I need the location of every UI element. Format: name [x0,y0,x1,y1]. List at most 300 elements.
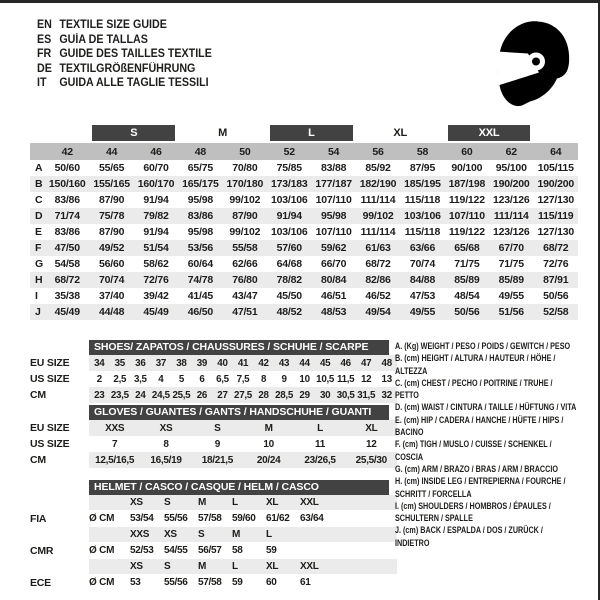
size-group-label: S [92,125,175,141]
measure-cell: 52/58 [533,304,578,320]
helmet-value: 54/55 [164,545,188,556]
helmet-size-label: L [232,561,238,572]
shoes-value: 46 [340,357,351,369]
helmet-size-label: S [198,529,205,540]
measure-cell: 50/56 [543,290,569,302]
measure-cell: 55/65 [98,162,125,174]
measure-cell: 70/80 [232,162,258,174]
measure-row-B [30,176,578,192]
helmet-size-header-row [30,495,398,510]
gloves-value: L [317,422,323,434]
measure-cell: 99/102 [229,194,261,206]
measure-cell: 105/115 [537,162,574,174]
measure-row-C [30,192,578,208]
measure-cell: 64/68 [276,258,302,270]
helmet-size-label: L [232,497,238,508]
helmet-value: 55/56 [164,513,188,524]
measure-cell: 48/54 [454,290,480,302]
measure-cell: 103/106 [270,226,308,238]
language-title: GUÍA DE TALLAS [59,33,148,46]
measure-cell: 99/102 [356,208,400,224]
measure-row-I [30,288,578,304]
shoes-value: 48 [381,357,392,369]
legend-item: A. (Kg) WEIGHT / PESO / POIDS / GEWITCH / PESO [395,341,571,351]
gloves-value: 20/24 [256,454,281,466]
measure-cell: 91/94 [143,194,169,206]
language-row [37,47,212,62]
shoes-value: 23,5 [110,389,129,401]
helmet-value: 58 [232,545,243,556]
measure-cell: 80/84 [311,272,355,288]
measure-row-E [30,224,578,240]
measure-cell: 90/100 [451,162,483,174]
gloves-table [30,405,398,468]
measure-cell: 47/51 [223,304,267,320]
measure-cell: 85/89 [489,272,533,288]
measure-row-label: E [35,226,42,238]
language-row [37,33,212,48]
shoes-value: 37 [155,357,167,369]
shoes-value: 6 [199,373,205,385]
measure-cell: 107/110 [445,208,489,224]
size-group-XL [356,125,445,143]
measure-row-label: D [30,208,45,224]
measure-cell: 119/122 [448,194,485,206]
gloves-value: 16,5/19 [150,454,182,466]
measure-cell: 107/110 [315,226,352,238]
measure-row-label: B [30,176,45,192]
measure-cell: 103/106 [400,208,444,224]
measure-cell: 67/70 [489,240,533,256]
size-number: 44 [89,143,133,160]
measure-cell: 187/198 [445,176,489,192]
helmet-size-label: S [164,561,171,572]
gloves-value: XS [159,422,173,434]
measure-cell: 66/70 [321,258,347,270]
size-group-label: L [270,125,353,141]
measure-cell: 155/165 [89,176,133,192]
measure-row-label: H [30,272,45,288]
gloves-value: 23/26,5 [304,454,336,466]
shoes-value: 39 [196,357,208,369]
shoes-value: 27,5 [234,389,252,401]
measure-cell: 95/98 [311,208,355,224]
size-number: 62 [489,143,533,160]
main-size-table [30,125,578,320]
helmet-size-label: XXS [130,529,150,540]
measure-row-A [30,160,578,176]
helmet-standard-row-CMR [30,542,398,559]
gloves-value: 8 [163,438,169,450]
shoes-value: 27 [217,389,228,401]
measure-cell: 39/42 [143,290,169,302]
measure-cell: 182/190 [356,176,400,192]
legend-item: F. (cm) TIGH / MUSLO / CUISSE / SCHENKEL / COSCIA [395,439,552,462]
measure-cell: 107/110 [315,194,352,206]
measure-row-J [30,304,578,320]
helmet-table-rows [30,495,398,591]
helmet-size-label: XS [164,529,177,540]
measure-cell: 83/86 [178,208,222,224]
size-number: 54 [311,143,355,160]
shoes-value: 30,5 [336,389,355,401]
size-number: 42 [45,143,89,160]
size-group-label: XXL [448,125,531,141]
shoes-value: 29 [299,389,310,401]
measure-cell: 50/56 [445,304,489,320]
helmet-size-header-row [30,559,398,574]
measure-cell: 85/92 [365,162,391,174]
measure-cell: 43/47 [232,290,258,302]
measure-cell: 115/119 [533,208,578,224]
language-title: GUIDE DES TAILLES TEXTILE [59,48,212,61]
shoes-value: 2 [96,373,102,385]
measure-row-label: A [35,162,43,174]
measure-cell: 45/50 [276,290,302,302]
language-row [37,18,212,33]
shoes-value: 35 [114,357,125,369]
size-group-row [30,125,578,143]
gloves-value: XL [365,422,378,434]
gloves-row-values [89,420,397,436]
shoes-row-label: EU SIZE [30,357,70,369]
measure-cell: 70/74 [409,258,436,270]
shoes-value: 44 [299,357,310,369]
shoes-value: 10 [299,373,310,385]
shoes-row-values [89,355,397,371]
shoes-value: 11,5 [336,373,355,385]
measure-cell: 150/160 [45,176,89,192]
size-number: 56 [356,143,400,160]
measure-cell: 72/76 [134,272,178,288]
measure-cell: 82/86 [356,272,400,288]
shoes-row [30,371,398,387]
shoes-value: 42 [258,357,269,369]
shoes-value: 45 [319,357,331,369]
measure-cell: 58/62 [143,258,169,270]
helmet-table [30,480,398,591]
measure-cell: 190/200 [533,176,578,192]
size-number-row [30,143,578,160]
helmet-value: 60 [266,577,277,588]
legend-item: G. (cm) ARM / BRAZO / BRAS / ARM / BRACCIO [395,463,558,474]
measure-cell: 45/49 [45,304,89,320]
measure-cell: 87/90 [98,194,125,206]
measure-cell: 87/95 [409,162,436,174]
gloves-value: 7 [112,438,118,450]
measure-cell: 99/102 [229,226,261,238]
helmet-size-label: XL [266,497,279,508]
measure-cell: 47/53 [409,290,436,302]
size-number: 46 [134,143,178,160]
gloves-table-rows [30,420,398,468]
helmet-standard-label: ECE [30,576,51,589]
gloves-row-label: US SIZE [30,438,70,450]
language-code: ES [37,33,52,46]
shoes-row-label: US SIZE [30,373,70,385]
measure-cell: 111/114 [489,208,533,224]
helmet-value: 57/58 [198,577,222,588]
measure-cell: 76/80 [223,272,267,288]
measure-cell: 51/54 [134,240,178,256]
measure-cell: 70/74 [89,272,133,288]
measure-cell: 83/86 [54,226,80,238]
racing-helmet-icon [492,19,570,107]
gloves-value: 12,5/16,5 [95,454,135,466]
helmet-table-title: HELMET / CASCO / CASQUE / HELM / CASCO [89,480,389,495]
helmet-value: 61 [300,577,311,588]
measure-cell: 83/86 [54,194,80,206]
legend-item: C. (cm) CHEST / PECHO / POITRINE / TRUHE / PETTO [395,377,553,401]
measure-cell: 53/56 [178,240,222,256]
measure-cell: 115/118 [404,194,441,206]
helmet-value: 53 [130,577,141,588]
gloves-row-values [89,436,397,452]
shoes-value: 38 [176,357,187,369]
measure-cell: 111/114 [360,226,396,238]
measure-cell: 72/76 [543,258,569,270]
size-number: 50 [223,143,267,160]
gloves-value: 9 [214,438,220,450]
measure-row-D [30,208,578,224]
measure-cell: 51/56 [489,304,533,320]
measure-cell: 48/53 [311,304,355,320]
measure-row-G [30,256,578,272]
shoes-value: 40 [217,357,228,369]
shoes-value: 28,5 [275,389,293,401]
measure-cell: 46/50 [178,304,222,320]
measure-cell: 50/60 [54,162,80,174]
helmet-size-label: S [164,497,171,508]
measure-cell: 127/130 [537,226,575,238]
diameter-unit-label: Ø CM [89,545,115,556]
size-group-XXL [445,125,534,143]
gloves-row-values [89,452,397,468]
language-code: IT [37,77,47,90]
measure-cell: 87/90 [98,226,125,238]
shoes-value: 28 [258,389,269,401]
shoes-value: 32 [381,389,392,401]
measure-cell: 65/75 [187,162,214,174]
measure-cell: 95/98 [187,226,214,238]
gloves-table-title: GLOVES / GUANTES / GANTS / HANDSCHUHE / GUANTI [89,405,389,420]
diameter-unit-label: Ø CM [89,513,115,524]
diameter-unit-label: Ø CM [89,577,115,588]
shoes-value: 3,5 [133,373,147,385]
measure-row-label: J [30,304,45,320]
helmet-value: 55/56 [164,577,188,588]
helmet-standard-label: CMR [30,544,54,557]
helmet-size-header-row [30,527,398,542]
legend-item: J. (cm) BACK / ESPALDA / DOS / ZURÜCK / INDIETRO [395,525,543,548]
measure-cell: 87/91 [533,272,578,288]
measure-cell: 74/78 [178,272,222,288]
shoes-value: 6,5 [216,373,229,385]
measure-cell: 119/122 [448,226,485,238]
gloves-value: M [264,422,273,434]
measure-cell: 49/55 [498,290,524,302]
shoes-row-values [89,387,397,403]
gloves-row [30,452,398,468]
helmet-value: 57/58 [198,513,222,524]
measure-cell: 46/52 [365,290,391,302]
size-group-S [89,125,178,143]
shoes-value: 7,5 [236,373,250,385]
shoes-row [30,387,398,403]
shoes-value: 4 [158,373,164,385]
shoes-value: 30 [319,389,331,401]
gloves-value: 12 [366,438,377,450]
shoes-value: 43 [278,357,290,369]
measure-cell: 49/55 [400,304,444,320]
gloves-value: 10 [263,438,274,450]
measure-cell: 123/126 [492,194,530,206]
measure-cell: 68/72 [365,258,391,270]
helmet-size-label: XS [130,561,143,572]
measure-cell: 95/100 [495,162,527,174]
measure-cell: 71/74 [45,208,89,224]
helmet-size-label: M [232,529,241,540]
size-number: 58 [400,143,444,160]
size-group-label: M [218,127,228,139]
measure-cell: 173/183 [267,176,311,192]
helmet-value: 56/57 [198,545,222,556]
shoes-value: 12 [361,373,372,385]
legend-item: D. (cm) WAIST / CINTURA / TAILLE / HÜFTUNG / VITA [395,402,577,413]
helmet-size-label: XS [130,497,143,508]
gloves-value: 18/21,5 [201,454,233,466]
helmet-value: 52/53 [130,545,154,556]
shoes-value: 23 [94,389,105,401]
helmet-size-label: XXL [300,497,319,508]
measure-cell: 60/70 [143,162,169,174]
measure-cell: 35/38 [54,290,80,302]
gloves-value: S [214,422,221,434]
measure-cell: 160/170 [134,176,178,192]
helmet-size-label: XL [266,561,279,572]
language-row [37,62,212,77]
shoes-row [30,355,398,371]
measure-cell: 185/195 [400,176,444,192]
shoes-value: 13 [381,373,392,385]
measure-cell: 75/85 [276,162,302,174]
size-group-L [267,125,356,143]
shoes-table [30,340,398,403]
shoes-value: 26 [196,389,208,401]
helmet-value: 59 [232,577,243,588]
measure-cell: 54/58 [54,258,80,270]
language-row [37,76,212,91]
measure-cell: 103/106 [270,194,308,206]
legend-item: H. (cm) INSIDE LEG / ENTREPIERNA / FOURCHE / SCHRITT / FORCELLA [395,476,566,499]
measure-cell: 71/75 [498,258,524,270]
shoes-row-values [89,371,397,387]
measure-cell: 177/187 [311,176,355,192]
measure-cell: 78/82 [267,272,311,288]
measure-cell: 68/72 [45,272,89,288]
shoes-value: 47 [361,357,372,369]
measure-cell: 115/118 [404,226,441,238]
measure-cell: 170/180 [223,176,267,192]
measure-cell: 190/200 [489,176,533,192]
gloves-row [30,420,398,436]
legend-item: B. (cm) HEIGHT / ALTURA / HAUTEUR / HÖHE / ALTEZZA [395,353,556,376]
gloves-row-label: CM [30,454,46,466]
helmet-size-label: XXL [300,561,319,572]
size-number: 52 [267,143,311,160]
measure-row-label: G [35,258,43,270]
measure-row-label: C [35,194,43,206]
language-title: GUIDA ALLE TAGLIE TESSILI [59,77,209,90]
measure-cell: 57/60 [267,240,311,256]
measure-cell: 60/64 [187,258,214,270]
legend-item: E. (cm) HIP / CADERA / HANCHE / HÜFTE / HIPS / BACINO [395,414,564,438]
measure-row-label: I [35,290,38,302]
measure-cell: 46/51 [321,290,347,302]
measure-cell: 165/175 [178,176,222,192]
language-code: DE [37,62,52,75]
helmet-size-label: M [198,561,207,572]
measure-cell: 68/72 [533,240,578,256]
measure-cell: 55/58 [223,240,267,256]
helmet-standard-row-ECE [30,574,398,591]
measure-cell: 87/90 [223,208,267,224]
measure-cell: 44/48 [89,304,133,320]
measure-cell: 37/40 [98,290,125,302]
measure-cell: 91/94 [143,226,169,238]
measure-cell: 85/89 [445,272,489,288]
measure-cell: 45/49 [134,304,178,320]
measure-cell: 48/52 [267,304,311,320]
measure-cell: 41/45 [187,290,214,302]
shoes-value: 24 [135,389,146,401]
shoes-value: 8 [260,373,267,385]
language-title: TEXTILE SIZE GUIDE [59,19,167,31]
shoes-table-title: SHOES/ ZAPATOS / CHAUSSURES / SCHUHE / SCARPE [89,340,389,355]
measure-cell: 84/88 [400,272,444,288]
size-number: 48 [178,143,222,160]
measure-cell: 95/98 [187,194,214,206]
measure-cell: 65/68 [445,240,489,256]
language-code: FR [37,48,52,61]
shoes-value: 31,5 [357,389,376,401]
helmet-standard-row-FIA [30,510,398,527]
helmet-value: 53/54 [130,513,154,524]
measure-cell: 127/130 [537,194,575,206]
size-group-label: XL [393,127,408,139]
measure-cell: 83/88 [321,162,347,174]
shoes-value: 10,5 [316,373,335,385]
gloves-value: 25,5/30 [355,454,387,466]
gloves-row [30,436,398,452]
shoes-value: 5 [178,373,184,385]
gloves-value: 11 [314,438,325,450]
measure-cell: 123/126 [492,226,530,238]
shoes-value: 2,5 [113,373,127,385]
measure-cell: 91/94 [267,208,311,224]
size-number: 64 [533,143,578,160]
shoes-value: 36 [135,357,146,369]
shoes-value: 9 [281,373,287,385]
helmet-value: 61/62 [266,513,290,524]
language-title-block [37,18,225,91]
measure-cell: 79/82 [134,208,178,224]
measure-cell: 62/66 [232,258,258,270]
measure-row-label: F [30,240,45,256]
helmet-value: 63/64 [300,513,324,524]
measure-cell: 59/62 [311,240,355,256]
measure-cell: 71/75 [454,258,480,270]
